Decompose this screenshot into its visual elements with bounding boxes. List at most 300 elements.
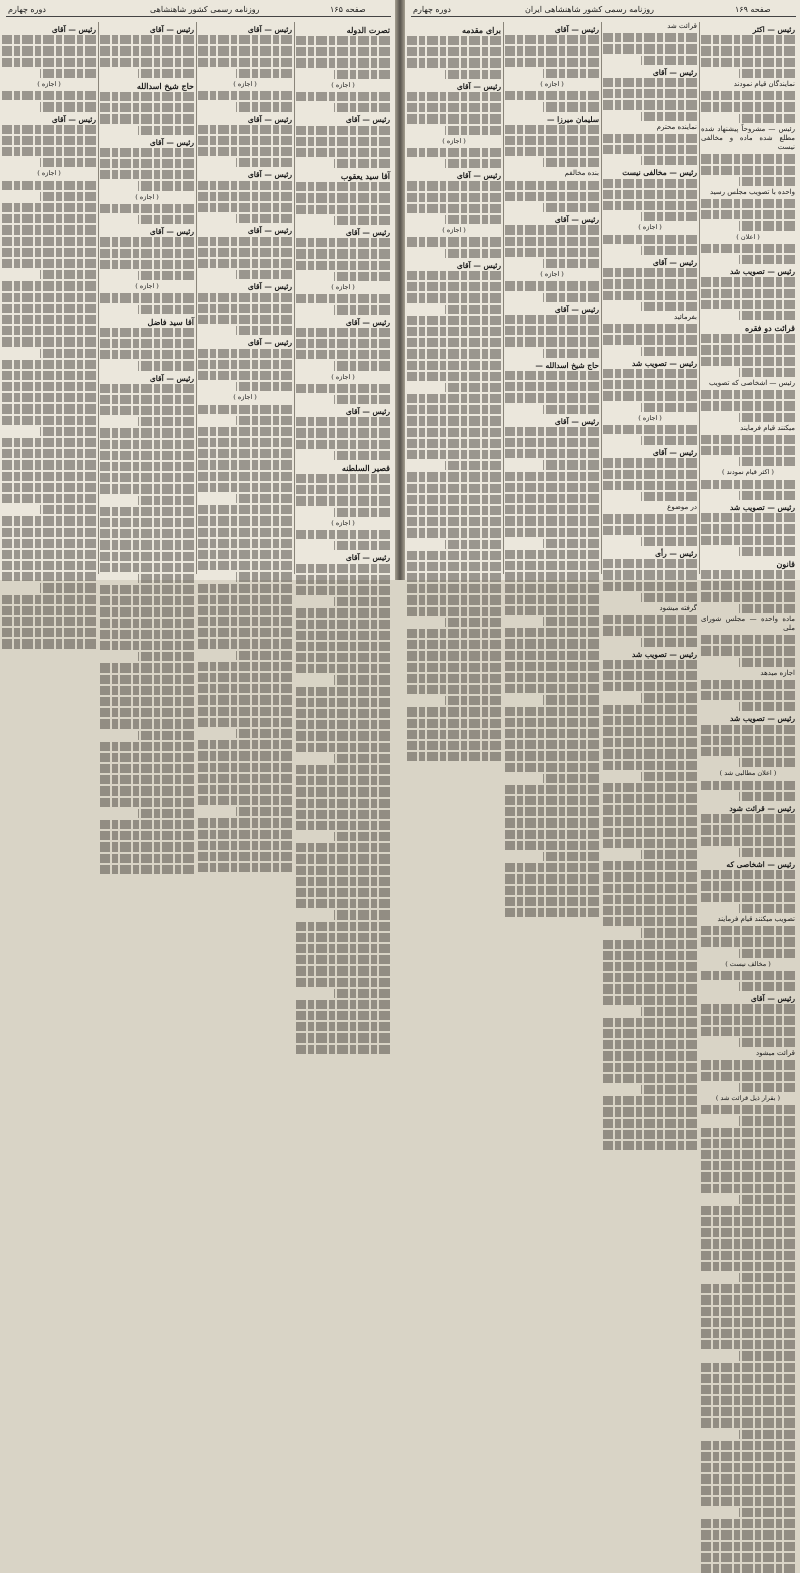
illegible-text-line: [739, 255, 795, 264]
illegible-text-line: [2, 494, 96, 503]
illegible-text-line: [641, 850, 697, 859]
illegible-text-line: [505, 326, 599, 335]
illegible-text-line: [100, 540, 194, 549]
illegible-text-line: [701, 1530, 795, 1539]
illegible-text-line: [40, 270, 96, 279]
illegible-text-line: [505, 818, 599, 827]
illegible-text-line: [198, 259, 292, 268]
illegible-text-line: [2, 639, 96, 648]
left-column-divider: [294, 22, 295, 574]
illegible-text-line: [407, 372, 501, 381]
illegible-text-line: [100, 619, 194, 628]
illegible-text-line: [2, 606, 96, 615]
speaker-line: رئیس — آقای: [554, 416, 599, 426]
illegible-text-line: [505, 281, 599, 290]
illegible-text-line: [198, 192, 292, 201]
illegible-text-line: [505, 192, 599, 201]
illegible-text-line: [2, 203, 96, 212]
illegible-text-line: [100, 764, 194, 773]
text-line: نمایندگان قیام نمودند: [733, 79, 795, 88]
parenthetical-note: ( بقرار ذیل قرائت شد ): [715, 1093, 781, 1102]
illegible-text-line: [641, 56, 697, 65]
illegible-text-line: [739, 491, 795, 500]
illegible-text-line: [100, 607, 194, 616]
illegible-text-line: [445, 383, 501, 392]
illegible-text-line: [603, 470, 697, 479]
right-header-rule: [411, 16, 796, 17]
illegible-text-line: [603, 973, 697, 982]
illegible-text-line: [296, 966, 390, 975]
illegible-text-line: [236, 807, 292, 816]
speaker-line: رئیس — آقای: [345, 407, 390, 417]
illegible-text-line: [407, 595, 501, 604]
illegible-text-line: [603, 895, 697, 904]
illegible-text-line: [407, 450, 501, 459]
illegible-text-line: [701, 1004, 795, 1013]
illegible-text-line: [641, 212, 697, 221]
illegible-text-line: [701, 435, 795, 444]
illegible-text-line: [505, 91, 599, 100]
illegible-text-line: [296, 1000, 390, 1009]
illegible-text-line: [543, 259, 599, 268]
illegible-text-line: [739, 904, 795, 913]
illegible-text-line: [603, 145, 697, 154]
illegible-text-line: [198, 427, 292, 436]
illegible-text-line: [603, 962, 697, 971]
illegible-text-line: [198, 595, 292, 604]
illegible-text-line: [296, 417, 390, 426]
left-column-4: [2, 22, 96, 574]
illegible-text-line: [407, 361, 501, 370]
illegible-text-line: [198, 360, 292, 369]
section-heading: آقا سید یعقوب: [340, 171, 390, 182]
illegible-text-line: [334, 910, 390, 919]
illegible-text-line: [100, 451, 194, 460]
illegible-text-line: [100, 440, 194, 449]
speaker-line: رئیس — آقای: [554, 304, 599, 314]
parenthetical-note: ( اجازه ): [37, 79, 61, 88]
illegible-text-line: [138, 69, 194, 78]
illegible-text-line: [198, 818, 292, 827]
illegible-text-line: [701, 401, 795, 410]
parenthetical-note: ( اکثر قیام نمودند ): [722, 468, 774, 477]
parenthetical-note: ( اجازه ): [442, 226, 466, 235]
section-heading: قانون: [776, 559, 795, 569]
illegible-text-line: [100, 708, 194, 717]
illegible-text-line: [100, 148, 194, 157]
illegible-text-line: [407, 148, 501, 157]
illegible-text-line: [296, 485, 390, 494]
illegible-text-line: [296, 776, 390, 785]
illegible-text-line: [100, 293, 194, 302]
illegible-text-line: [701, 1553, 795, 1562]
illegible-text-line: [2, 393, 96, 402]
illegible-text-line: [40, 158, 96, 167]
illegible-text-line: [701, 581, 795, 590]
speaker-line: رئیس — تصویب شد: [729, 503, 795, 513]
illegible-text-line: [543, 203, 599, 212]
illegible-text-line: [100, 428, 194, 437]
illegible-text-line: [701, 1385, 795, 1394]
left-page-session: دوره چهارم: [8, 5, 46, 14]
illegible-text-line: [701, 1486, 795, 1495]
illegible-text-line: [445, 540, 501, 549]
illegible-text-line: [739, 1273, 795, 1282]
illegible-text-line: [40, 192, 96, 201]
illegible-text-line: [100, 742, 194, 751]
illegible-text-line: [100, 58, 194, 67]
illegible-text-line: [701, 635, 795, 644]
illegible-text-line: [505, 337, 599, 346]
illegible-text-line: [198, 763, 292, 772]
illegible-text-line: [701, 1016, 795, 1025]
illegible-text-line: [40, 69, 96, 78]
illegible-text-line: [505, 427, 599, 436]
illegible-text-line: [296, 888, 390, 897]
illegible-text-line: [296, 339, 390, 348]
right-page-number: صفحه ۱۶۹: [735, 5, 771, 14]
illegible-text-line: [603, 940, 697, 949]
illegible-text-line: [603, 682, 697, 691]
illegible-text-line: [445, 461, 501, 470]
speaker-line: رئیس — اشخاصی که: [726, 859, 795, 869]
illegible-text-line: [296, 148, 390, 157]
parenthetical-note: ( اعلان ): [736, 232, 760, 241]
speaker-line: سلیمان میرزا —: [546, 114, 599, 124]
illegible-text-line: [505, 438, 599, 447]
text-line: واحده با تصویب مجلس رسید: [710, 187, 795, 196]
illegible-text-line: [603, 996, 697, 1005]
illegible-text-line: [198, 405, 292, 414]
speaker-line: رئیس — آقای: [345, 228, 390, 238]
text-line: ماده واحده — مجلس شورای ملی: [701, 614, 795, 632]
illegible-text-line: [100, 204, 194, 213]
illegible-text-line: [2, 595, 96, 604]
illegible-text-line: [641, 436, 697, 445]
illegible-text-line: [641, 928, 697, 937]
illegible-text-line: [701, 154, 795, 163]
illegible-text-line: [198, 248, 292, 257]
illegible-text-line: [100, 114, 194, 123]
illegible-text-line: [739, 114, 795, 123]
illegible-text-line: [296, 428, 390, 437]
illegible-text-line: [100, 339, 194, 348]
illegible-text-line: [334, 216, 390, 225]
illegible-text-line: [603, 514, 697, 523]
speaker-line: حاج شیخ اسدالله —: [535, 360, 599, 370]
illegible-text-line: [603, 626, 697, 635]
left-column-3: [100, 22, 194, 574]
illegible-text-line: [296, 496, 390, 505]
illegible-text-line: [739, 1508, 795, 1517]
parenthetical-note: ( مخالف نیست ): [725, 959, 771, 968]
illegible-text-line: [701, 1497, 795, 1506]
illegible-text-line: [543, 774, 599, 783]
text-line: رئیس — اشخاصی که تصویب: [708, 378, 795, 387]
illegible-text-line: [100, 529, 194, 538]
illegible-text-line: [701, 1519, 795, 1528]
illegible-text-line: [505, 237, 599, 246]
illegible-text-line: [603, 817, 697, 826]
illegible-text-line: [100, 46, 194, 55]
illegible-text-line: [505, 908, 599, 917]
illegible-text-line: [296, 631, 390, 640]
section-heading: قصیر السلطنه: [341, 463, 390, 474]
illegible-text-line: [407, 271, 501, 280]
illegible-text-line: [198, 136, 292, 145]
speaker-line: رئیس — تصویب شد: [729, 714, 795, 724]
illegible-text-line: [407, 193, 501, 202]
illegible-text-line: [407, 484, 501, 493]
illegible-text-line: [407, 730, 501, 739]
illegible-text-line: [236, 158, 292, 167]
speaker-line: رئیس — آقای: [345, 317, 390, 327]
illegible-text-line: [407, 506, 501, 515]
illegible-text-line: [701, 1329, 795, 1338]
illegible-text-line: [2, 281, 96, 290]
speaker-line: رئیس — آقای: [652, 67, 697, 77]
left-page-journal-title: روزنامه رسمی کشور شاهنشاهی: [150, 5, 260, 14]
illegible-text-line: [407, 405, 501, 414]
illegible-text-line: [739, 221, 795, 230]
illegible-text-line: [2, 628, 96, 637]
section-heading: تصرت الدوله: [346, 25, 390, 35]
illegible-text-line: [505, 662, 599, 671]
illegible-text-line: [739, 311, 795, 320]
illegible-text-line: [739, 547, 795, 556]
illegible-text-line: [505, 874, 599, 883]
illegible-text-line: [296, 810, 390, 819]
illegible-text-line: [100, 462, 194, 471]
illegible-text-line: [407, 651, 501, 660]
illegible-text-line: [198, 841, 292, 850]
illegible-text-line: [138, 731, 194, 740]
parenthetical-note: ( اجازه ): [135, 282, 159, 291]
illegible-text-line: [198, 58, 292, 67]
illegible-text-line: [198, 293, 292, 302]
text-line: قرائت میشود: [755, 1049, 795, 1058]
illegible-text-line: [505, 136, 599, 145]
illegible-text-line: [603, 615, 697, 624]
illegible-text-line: [296, 843, 390, 852]
illegible-text-line: [407, 394, 501, 403]
illegible-text-line: [2, 516, 96, 525]
illegible-text-line: [505, 684, 599, 693]
illegible-text-line: [739, 792, 795, 801]
illegible-text-line: [2, 617, 96, 626]
illegible-text-line: [603, 1051, 697, 1060]
illegible-text-line: [505, 248, 599, 257]
speaker-line: رئیس — آقای: [652, 258, 697, 268]
illegible-text-line: [296, 955, 390, 964]
illegible-text-line: [543, 405, 599, 414]
illegible-text-line: [100, 395, 194, 404]
illegible-text-line: [505, 505, 599, 514]
illegible-text-line: [603, 44, 697, 53]
illegible-text-line: [407, 674, 501, 683]
speaker-line: رئیس — تصویب شد: [631, 358, 697, 368]
illegible-text-line: [198, 774, 292, 783]
illegible-text-line: [2, 438, 96, 447]
illegible-text-line: [407, 428, 501, 437]
illegible-text-line: [198, 539, 292, 548]
speaker-line: رئیس — آقای: [247, 282, 292, 292]
illegible-text-line: [603, 906, 697, 915]
illegible-text-line: [603, 917, 697, 926]
illegible-text-line: [445, 215, 501, 224]
illegible-text-line: [505, 550, 599, 559]
illegible-text-line: [138, 417, 194, 426]
illegible-text-line: [100, 406, 194, 415]
illegible-text-line: [2, 449, 96, 458]
illegible-text-line: [2, 237, 96, 246]
illegible-text-line: [505, 830, 599, 839]
illegible-text-line: [100, 473, 194, 482]
illegible-text-line: [100, 719, 194, 728]
illegible-text-line: [543, 460, 599, 469]
illegible-text-line: [701, 570, 795, 579]
left-page: [0, 0, 395, 580]
illegible-text-line: [603, 839, 697, 848]
illegible-text-line: [701, 971, 795, 980]
illegible-text-line: [100, 775, 194, 784]
illegible-text-line: [543, 158, 599, 167]
illegible-text-line: [296, 575, 390, 584]
illegible-text-line: [2, 472, 96, 481]
illegible-text-line: [2, 136, 96, 145]
illegible-text-line: [701, 1105, 795, 1114]
illegible-text-line: [100, 596, 194, 605]
illegible-text-line: [603, 279, 697, 288]
parenthetical-note: ( اجازه ): [442, 136, 466, 145]
illegible-text-line: [296, 126, 390, 135]
illegible-text-line: [100, 675, 194, 684]
illegible-text-line: [407, 472, 501, 481]
illegible-text-line: [603, 425, 697, 434]
illegible-text-line: [236, 214, 292, 223]
speaker-line: رئیس — آقای: [456, 171, 501, 181]
parenthetical-note: ( اجازه ): [331, 372, 355, 381]
speaker-line: رئیس — آقای: [247, 25, 292, 34]
illegible-text-line: [641, 112, 697, 121]
illegible-text-line: [236, 270, 292, 279]
illegible-text-line: [198, 662, 292, 671]
illegible-text-line: [603, 134, 697, 143]
illegible-text-line: [543, 539, 599, 548]
illegible-text-line: [505, 673, 599, 682]
speaker-line: رئیس — تصویب شد: [729, 267, 795, 277]
illegible-text-line: [701, 345, 795, 354]
speaker-line: رئیس — آقای: [149, 137, 194, 147]
illegible-text-line: [334, 508, 390, 517]
illegible-text-line: [603, 78, 697, 87]
illegible-text-line: [505, 371, 599, 380]
illegible-text-line: [296, 1045, 390, 1054]
speaker-line: رئیس — آقای: [149, 25, 194, 34]
illegible-text-line: [407, 338, 501, 347]
illegible-text-line: [296, 687, 390, 696]
parenthetical-note: ( اجازه ): [331, 282, 355, 291]
illegible-text-line: [198, 472, 292, 481]
illegible-text-line: [739, 658, 795, 667]
illegible-text-line: [198, 35, 292, 44]
illegible-text-line: [543, 102, 599, 111]
illegible-text-line: [701, 1318, 795, 1327]
text-line: رئیس — مشروحاً پیشنهاد شده مطلع شده ماده و مخالفی نیست: [701, 124, 795, 152]
illegible-text-line: [445, 159, 501, 168]
illegible-text-line: [296, 193, 390, 202]
illegible-text-line: [407, 204, 501, 213]
illegible-text-line: [701, 825, 795, 834]
parenthetical-note: ( اجازه ): [540, 270, 564, 279]
illegible-text-line: [701, 1228, 795, 1237]
illegible-text-line: [603, 805, 697, 814]
illegible-text-line: [505, 483, 599, 492]
illegible-text-line: [2, 416, 96, 425]
illegible-text-line: [198, 830, 292, 839]
illegible-text-line: [407, 293, 501, 302]
illegible-text-line: [603, 872, 697, 881]
illegible-text-line: [296, 698, 390, 707]
illegible-text-line: [641, 693, 697, 702]
illegible-text-line: [2, 371, 96, 380]
illegible-text-line: [100, 585, 194, 594]
illegible-text-line: [198, 304, 292, 313]
illegible-text-line: [701, 680, 795, 689]
illegible-text-line: [603, 526, 697, 535]
illegible-text-line: [407, 528, 501, 537]
illegible-text-line: [407, 327, 501, 336]
illegible-text-line: [407, 416, 501, 425]
illegible-text-line: [296, 564, 390, 573]
illegible-text-line: [603, 705, 697, 714]
illegible-text-line: [100, 170, 194, 179]
illegible-text-line: [603, 481, 697, 490]
illegible-text-line: [198, 203, 292, 212]
illegible-text-line: [2, 404, 96, 413]
illegible-text-line: [505, 46, 599, 55]
section-heading: حاج شیخ اسدالله: [136, 80, 194, 91]
illegible-text-line: [603, 1141, 697, 1150]
illegible-text-line: [407, 58, 501, 67]
illegible-text-line: [701, 244, 795, 253]
speaker-line: رئیس — رأی: [655, 548, 697, 558]
illegible-text-line: [334, 541, 390, 550]
illegible-text-line: [296, 350, 390, 359]
illegible-text-line: [2, 225, 96, 234]
illegible-text-line: [505, 494, 599, 503]
illegible-text-line: [701, 870, 795, 879]
speaker-line: رئیس — آقای: [51, 25, 96, 34]
illegible-text-line: [2, 483, 96, 492]
illegible-text-line: [138, 215, 194, 224]
section-heading: قرائت دو فقره: [744, 323, 795, 334]
illegible-text-line: [505, 181, 599, 190]
illegible-text-line: [701, 1474, 795, 1483]
illegible-text-line: [2, 528, 96, 537]
text-line: میکنند قیام فرمایند: [740, 423, 795, 432]
illegible-text-line: [198, 751, 292, 760]
speaker-line: رئیس — آقای: [345, 553, 390, 563]
illegible-text-line: [701, 592, 795, 601]
illegible-text-line: [198, 438, 292, 447]
illegible-text-line: [2, 91, 96, 100]
illegible-text-line: [603, 1119, 697, 1128]
text-line: بنده مخالفم: [564, 169, 599, 178]
illegible-text-line: [2, 337, 96, 346]
illegible-text-line: [505, 516, 599, 525]
illegible-text-line: [198, 684, 292, 693]
